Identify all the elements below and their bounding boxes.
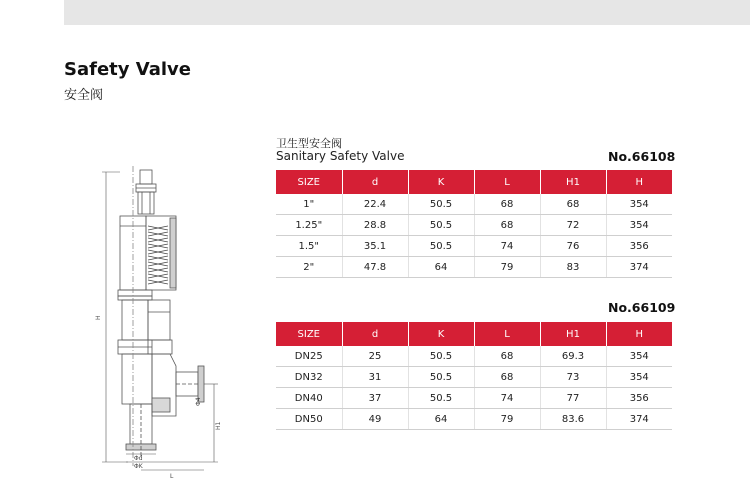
table-cell: 31	[342, 367, 408, 388]
page-title: Safety Valve	[64, 59, 191, 80]
table-cell: 50.5	[408, 388, 474, 409]
table-cell: 50.5	[408, 215, 474, 236]
table-cell: 28.8	[342, 215, 408, 236]
table-cell: 64	[408, 409, 474, 430]
table-row	[276, 367, 672, 388]
table-cell: 77	[540, 388, 606, 409]
table-cell: 374	[606, 257, 672, 278]
table-row	[276, 388, 672, 409]
table-cell: 47.8	[342, 257, 408, 278]
table-cell: 68	[474, 367, 540, 388]
table-cell: 50.5	[408, 346, 474, 367]
table-cell: 1"	[276, 194, 342, 215]
table-row	[276, 409, 672, 430]
table-cell: 69.3	[540, 346, 606, 367]
table-header-row	[276, 322, 672, 346]
table-cell: 50.5	[408, 367, 474, 388]
model-number: No.66108	[608, 149, 676, 164]
table-cell: 354	[606, 346, 672, 367]
top-band	[64, 0, 750, 25]
column-header: H	[606, 170, 672, 194]
table-cell: DN40	[276, 388, 342, 409]
table-cell: 49	[342, 409, 408, 430]
table-cell: 76	[540, 236, 606, 257]
table-header-row	[276, 170, 672, 194]
table-cell: 22.4	[342, 194, 408, 215]
table-cell: 37	[342, 388, 408, 409]
dim-l-label: L	[170, 473, 174, 480]
table-cell: 68	[474, 194, 540, 215]
table-cell: 1.5"	[276, 236, 342, 257]
table-cell: 79	[474, 257, 540, 278]
column-header: L	[474, 322, 540, 346]
table-cell: 68	[474, 346, 540, 367]
table-cell: 83.6	[540, 409, 606, 430]
table-cell: 74	[474, 388, 540, 409]
product-subtitle: Sanitary Safety Valve	[276, 149, 405, 163]
column-header: H1	[540, 170, 606, 194]
table-cell: 68	[540, 194, 606, 215]
table-cell: 354	[606, 215, 672, 236]
column-header: H	[606, 322, 672, 346]
table-cell: 68	[474, 215, 540, 236]
column-header: K	[408, 170, 474, 194]
table-row	[276, 215, 672, 236]
spec-table	[276, 322, 672, 430]
table-cell: DN32	[276, 367, 342, 388]
table-cell: 356	[606, 236, 672, 257]
column-header: SIZE	[276, 170, 342, 194]
table-cell: 50.5	[408, 236, 474, 257]
table-row	[276, 257, 672, 278]
table-cell: 83	[540, 257, 606, 278]
column-header: H1	[540, 322, 606, 346]
table-row	[276, 346, 672, 367]
column-header: d	[342, 322, 408, 346]
table-cell: 354	[606, 194, 672, 215]
table-cell: 356	[606, 388, 672, 409]
column-header: K	[408, 322, 474, 346]
table-cell: 64	[408, 257, 474, 278]
product-subtitle-chinese: 卫生型安全阀	[276, 137, 342, 150]
table-cell: 25	[342, 346, 408, 367]
table-cell: 79	[474, 409, 540, 430]
dim-h1-label: H1	[215, 421, 222, 430]
dim-d-label: Φd	[134, 455, 143, 462]
table-row	[276, 194, 672, 215]
adjusting-nut	[140, 170, 152, 184]
column-header: L	[474, 170, 540, 194]
column-header: SIZE	[276, 322, 342, 346]
table-cell: 50.5	[408, 194, 474, 215]
table-row	[276, 236, 672, 257]
dim-h-label: H	[95, 315, 102, 320]
table-cell: 73	[540, 367, 606, 388]
dim-d4-label: Φ4	[195, 397, 202, 406]
table-cell: DN50	[276, 409, 342, 430]
table-cell: 35.1	[342, 236, 408, 257]
model-number: No.66109	[608, 300, 676, 315]
table-cell: 354	[606, 367, 672, 388]
table-cell: 74	[474, 236, 540, 257]
dim-k-label: ΦK	[134, 463, 143, 470]
column-header: d	[342, 170, 408, 194]
table-cell: DN25	[276, 346, 342, 367]
table-cell: 2"	[276, 257, 342, 278]
table-cell: 374	[606, 409, 672, 430]
table-cell: 1.25"	[276, 215, 342, 236]
page-title-chinese: 安全阀	[64, 88, 104, 103]
table-cell: 72	[540, 215, 606, 236]
spec-table	[276, 170, 672, 278]
valve-technical-drawing	[92, 166, 252, 482]
